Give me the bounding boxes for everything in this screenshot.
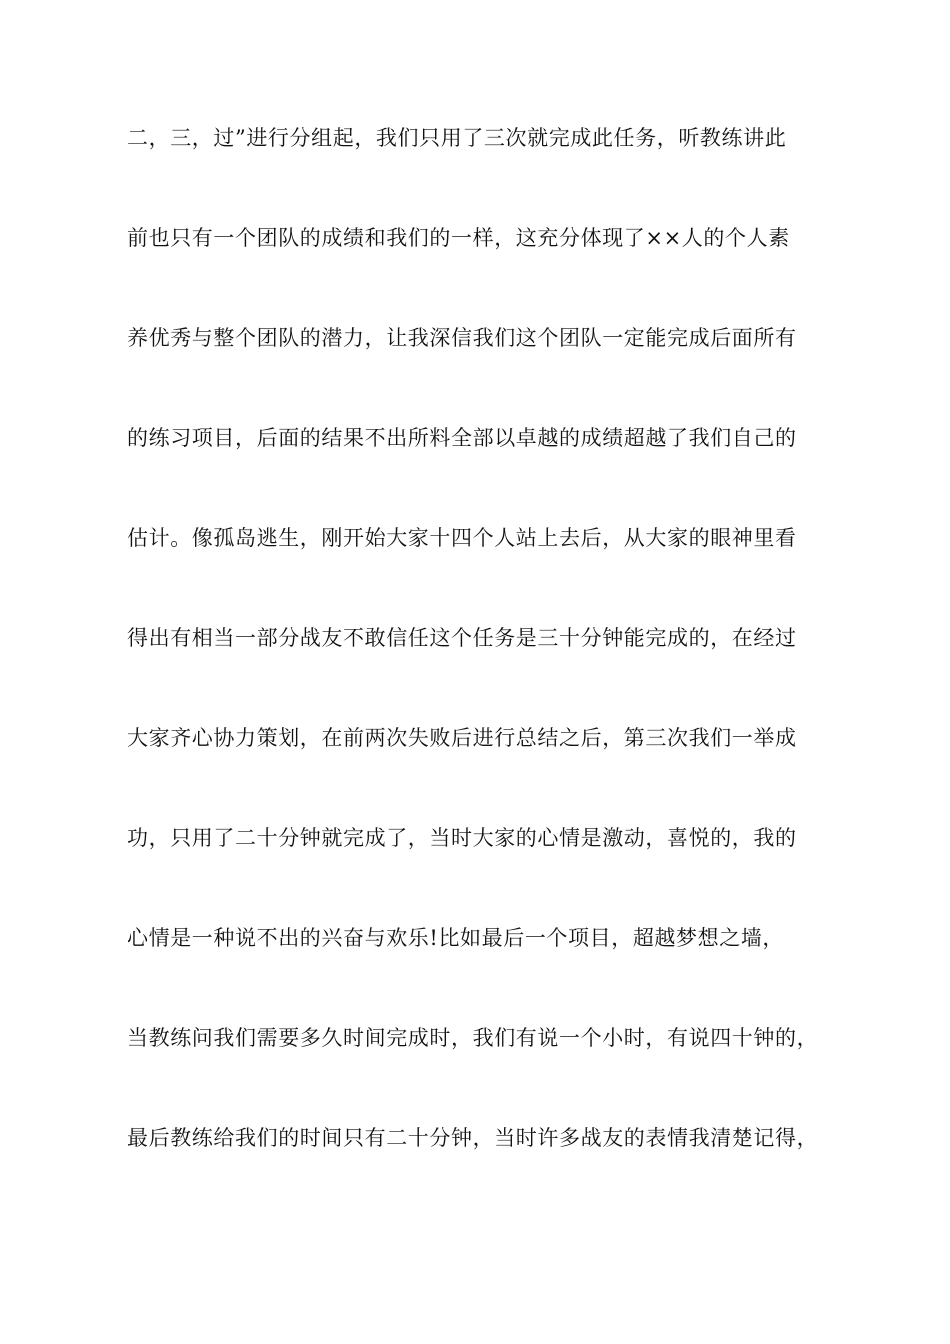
body-text <box>127 116 827 1216</box>
text-line: 得出有相当一部分战友不敢信任这个任务是三十分钟能完成的，在经过 <box>127 626 797 650</box>
text-line: 功，只用了二十分钟就完成了，当时大家的心情是激动，喜悦的，我的 <box>127 826 797 850</box>
text-line: 养优秀与整个团队的潜力，让我深信我们这个团队一定能完成后面所有 <box>127 326 797 350</box>
text-line: 的练习项目，后面的结果不出所料全部以卓越的成绩超越了我们自己的 <box>127 426 797 450</box>
text-line: 前也只有一个团队的成绩和我们的一样，这充分体现了××人的个人素 <box>127 226 790 250</box>
text-line: 心情是一种说不出的兴奋与欢乐!比如最后一个项目，超越梦想之墙， <box>127 926 785 950</box>
text-line: 当教练问我们需要多久时间完成时，我们有说一个小时，有说四十钟的， <box>127 1026 819 1050</box>
text-line: 二，三，过”进行分组起，我们只用了三次就完成此任务，听教练讲此 <box>127 126 787 150</box>
text-line: 最后教练给我们的时间只有二十分钟，当时许多战友的表情我清楚记得， <box>127 1126 819 1150</box>
text-line: 估计。像孤岛逃生，刚开始大家十四个人站上去后，从大家的眼神里看 <box>127 526 797 550</box>
text-line: 大家齐心协力策划，在前两次失败后进行总结之后，第三次我们一举成 <box>127 726 797 750</box>
